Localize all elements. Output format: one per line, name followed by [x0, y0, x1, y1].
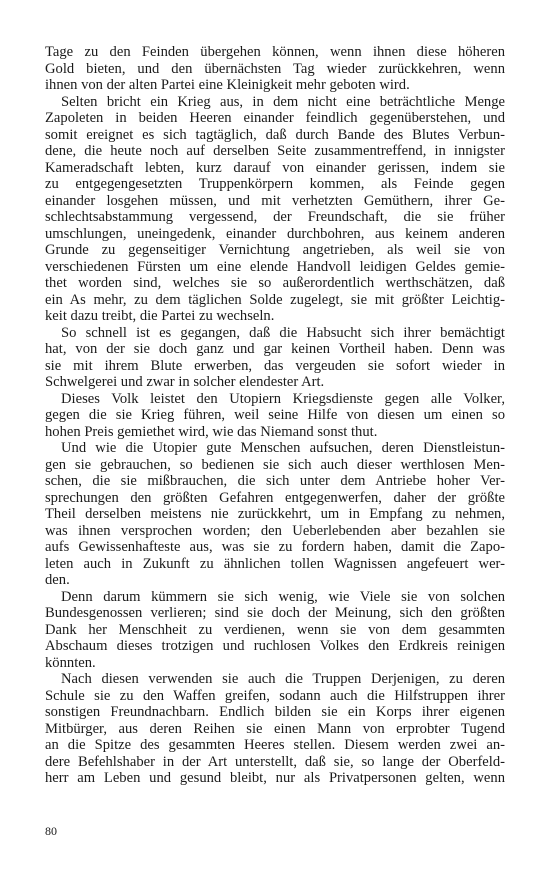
- text-line: Dank her Menschheit zu verdienen, wenn sie von dem gesammten: [45, 621, 505, 638]
- text-line: was ihnen versprochen worden; den Ueberlebenden aber bezahlen sie: [45, 522, 505, 539]
- text-line: Mitbürger, aus deren Reihen sie einen Mann von erprobter Tugend: [45, 720, 505, 737]
- text-line: zu entgegengesetzten Truppenkörpern kommen, als Feinde gegen: [45, 176, 505, 192]
- text-line: schlechtsabstammung vergessend, der Freundschaft, die sie früher: [45, 209, 505, 225]
- text-line: sonstigen Freundnachbarn. Endlich bilden sie ein Korps ihrer eigenen: [45, 704, 505, 720]
- text-line: herr am Leben und gesund bleibt, nur als Privatpersonen gelten, wenn: [45, 770, 505, 786]
- text-line: somit ereignet es sich tagtäglich, daß durch Bande des Blutes Verbun-: [45, 126, 505, 143]
- text-line: gen sie gebrauchen, so bedienen sie sich auch dieser werthlosen Men-: [45, 456, 505, 473]
- text-line: Dieses Volk leistet den Utopiern Kriegsdienste gegen alle Volker,: [61, 390, 505, 407]
- text-line: keit dazu treibt, die Partei zu wechseln.: [45, 308, 275, 324]
- text-line: schen, die sie mißbrauchen, die sich unter dem Antriebe hoher Ver-: [45, 473, 505, 489]
- text-line: Schule sie zu den Waffen greifen, sodann auch die Hilfstruppen ihrer: [45, 687, 505, 704]
- text-line: sie mit ihrem Blute erwerben, das vergeuden sie sofort wieder in: [45, 357, 505, 374]
- text-line: Gold bieten, und den übernächsten Tag wieder zurückkehren, wenn: [45, 60, 505, 77]
- text-line: hat, von der sie doch ganz und gar keinen Vortheil haben. Denn was: [45, 341, 505, 357]
- text-line: Denn darum kümmern sie sich wenig, wie Viele sie von solchen: [61, 588, 505, 605]
- text-line: könnten.: [45, 654, 96, 671]
- text-line: Abschaum dieses trotzigen und ruchlosen Volkes den Erdkreis reinigen: [45, 638, 505, 654]
- text-line: ein As mehr, zu dem täglichen Solde zugelegt, sie mit größter Leichtig-: [45, 291, 505, 308]
- text-line: thet worden sind, welches sie so außerordentlich werthschätzen, daß: [45, 275, 505, 291]
- text-line: Nach diesen verwenden sie auch die Truppen Derjenigen, zu deren: [61, 671, 505, 687]
- text-line: Bundesgenossen verlieren; sind sie doch der Meinung, sich den größten: [45, 605, 505, 621]
- text-line: Selten bricht ein Krieg aus, in dem nicht eine beträchtliche Menge: [61, 93, 505, 110]
- text-line: an die Spitze des gesammten Heeres stellen. Diesem werden zwei an-: [45, 737, 505, 753]
- text-line: den.: [45, 572, 70, 588]
- text-line: ihnen von der alten Partei eine Kleinigkeit mehr geboten wird.: [45, 77, 410, 93]
- text-line: hohen Preis gemiethet wird, wie das Niemand sonst thut.: [45, 423, 378, 440]
- text-line: Tage zu den Feinden übergehen können, wenn ihnen diese höheren: [45, 44, 505, 60]
- text-line: Und wie die Utopier gute Menschen aufsuchen, deren Dienstleistun-: [61, 440, 505, 456]
- text-line: sprechungen den größten Gefahren entgegenwerfen, daher der größte: [45, 489, 505, 506]
- text-line: gegen die sie Krieg führen, weil seine Hilfe von diesen um einen so: [45, 407, 505, 423]
- text-line: verschiedenen Fürsten um eine elende Handvoll leidigen Geldes gemie-: [45, 258, 505, 275]
- text-line: einander losgehen müssen, und mit verhetzten Gemüthern, ihrer Ge-: [45, 192, 505, 209]
- text-line: Theil derselben meistens nie zurückkehrt, um in Empfang zu nehmen,: [45, 506, 505, 522]
- text-line: leten auch in Zukunft zu ähnlichen tollen Wagnissen angefeuert wer-: [45, 555, 505, 572]
- text-line: Kameradschaft lebten, kurz darauf von einander gerissen, indem sie: [45, 159, 505, 176]
- text-line: Grunde zu gegenseitiger Vernichtung angetrieben, als weil sie von: [45, 242, 505, 258]
- page-number: 80: [45, 824, 57, 838]
- page-body: [45, 44, 505, 787]
- text-line: dene, die heute noch auf derselben Seite zusammentreffend, in innigster: [45, 143, 505, 159]
- text-line: dere Befehlshaber in der Art unterstellt, daß sie, so lange der Oberfeld-: [45, 753, 505, 770]
- text-line: Schwelgerei und zwar in solcher elendester Art.: [45, 374, 325, 390]
- text-line: So schnell ist es gegangen, daß die Habsucht sich ihrer bemächtigt: [61, 324, 505, 341]
- text-line: aufs Gewissenhafteste aus, was sie zu fordern haben, damit die Zapo-: [45, 539, 505, 555]
- text-line: Zapoleten in beiden Heeren einander feindlich gegenüberstehen, und: [45, 110, 505, 126]
- text-line: umschlungen, uneingedenk, einander durchbohren, aus keinem anderen: [45, 225, 505, 242]
